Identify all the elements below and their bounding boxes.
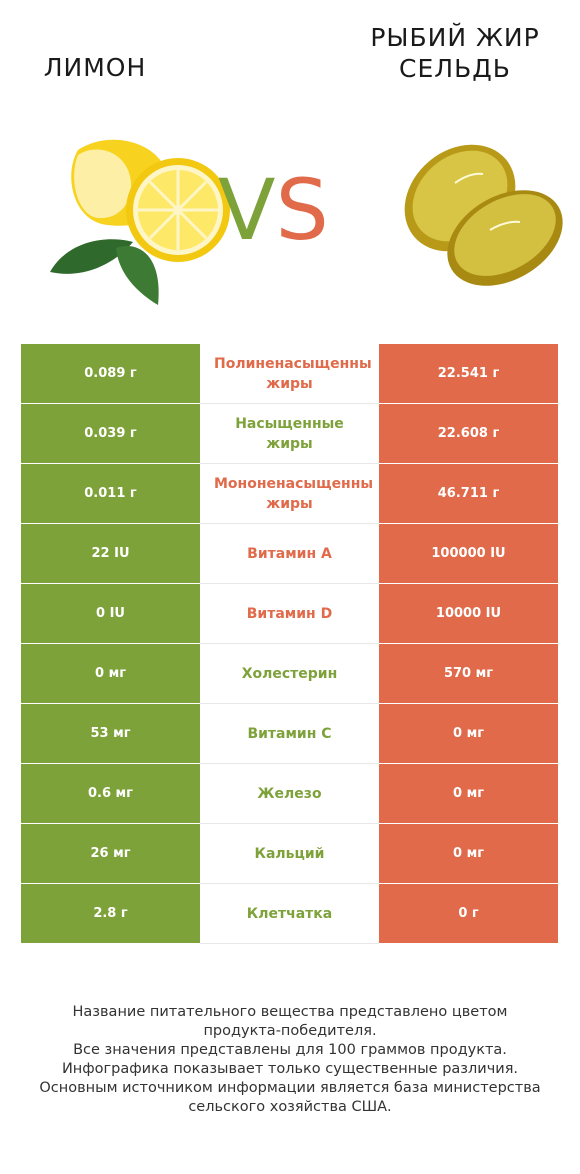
right-value: 46.711 г <box>379 464 558 523</box>
vs-label <box>218 160 358 260</box>
footnote-line3: Все значения представлены для 100 граммов продукта. <box>73 1042 507 1058</box>
nutrient-label: Витамин C <box>200 704 379 763</box>
left-value: 0.011 г <box>21 464 200 523</box>
vs-v: V <box>218 161 276 259</box>
comparison-table <box>21 344 558 944</box>
nutrient-label <box>200 344 379 403</box>
nutrient-label-line2: жиры <box>266 435 313 452</box>
right-value: 22.608 г <box>379 404 558 463</box>
left-value: 0 IU <box>21 584 200 643</box>
nutrient-label: Холестерин <box>200 644 379 703</box>
table-row <box>21 464 558 524</box>
row-divider <box>200 943 379 944</box>
nutrient-label <box>200 404 379 463</box>
right-value: 100000 IU <box>379 524 558 583</box>
left-value: 0.6 мг <box>21 764 200 823</box>
right-value: 0 мг <box>379 824 558 883</box>
nutrient-label-line2: жиры <box>266 495 313 512</box>
table-row <box>21 764 558 824</box>
right-product-title <box>360 22 550 84</box>
table-row <box>21 584 558 644</box>
footnote <box>30 1003 550 1117</box>
table-row <box>21 884 558 944</box>
nutrient-label: Витамин D <box>200 584 379 643</box>
table-row <box>21 524 558 584</box>
table-row <box>21 344 558 404</box>
nutrient-label <box>200 464 379 523</box>
left-value: 2.8 г <box>21 884 200 943</box>
nutrient-label-line1: Мононенасыщенны <box>214 475 374 492</box>
nutrient-label-line2: жиры <box>266 375 313 392</box>
table-row <box>21 404 558 464</box>
nutrient-label-line1: Насыщенные <box>235 415 344 432</box>
lemon-image <box>38 130 238 310</box>
nutrient-label-line1: Полиненасыщенны <box>214 355 372 372</box>
vs-s: S <box>275 161 329 259</box>
right-value: 0 мг <box>379 764 558 823</box>
nutrient-label: Витамин A <box>200 524 379 583</box>
footnote-line2: продукта-победителя. <box>203 1023 377 1039</box>
footnote-line5: Основным источником информации является база министерства <box>39 1080 541 1096</box>
nutrient-label: Клетчатка <box>200 884 379 943</box>
left-product-title: ЛИМОН <box>43 53 147 82</box>
fish-oil-capsules-image <box>395 138 565 288</box>
right-product-title-line2: СЕЛЬДЬ <box>399 54 511 83</box>
left-value: 0 мг <box>21 644 200 703</box>
right-value: 570 мг <box>379 644 558 703</box>
left-value: 22 IU <box>21 524 200 583</box>
nutrient-label: Железо <box>200 764 379 823</box>
right-value: 0 мг <box>379 704 558 763</box>
table-row <box>21 824 558 884</box>
right-product-title-line1: РЫБИЙ ЖИР <box>370 23 540 52</box>
left-value: 0.089 г <box>21 344 200 403</box>
footnote-line6: сельского хозяйства США. <box>188 1099 392 1115</box>
right-value: 0 г <box>379 884 558 943</box>
footnote-line1: Название питательного вещества представлено цветом <box>72 1004 508 1020</box>
left-value: 0.039 г <box>21 404 200 463</box>
footnote-line4: Инфографика показывает только существенные различия. <box>61 1061 519 1077</box>
right-value: 22.541 г <box>379 344 558 403</box>
left-value: 26 мг <box>21 824 200 883</box>
table-row <box>21 644 558 704</box>
nutrient-label: Кальций <box>200 824 379 883</box>
right-value: 10000 IU <box>379 584 558 643</box>
left-value: 53 мг <box>21 704 200 763</box>
table-row <box>21 704 558 764</box>
